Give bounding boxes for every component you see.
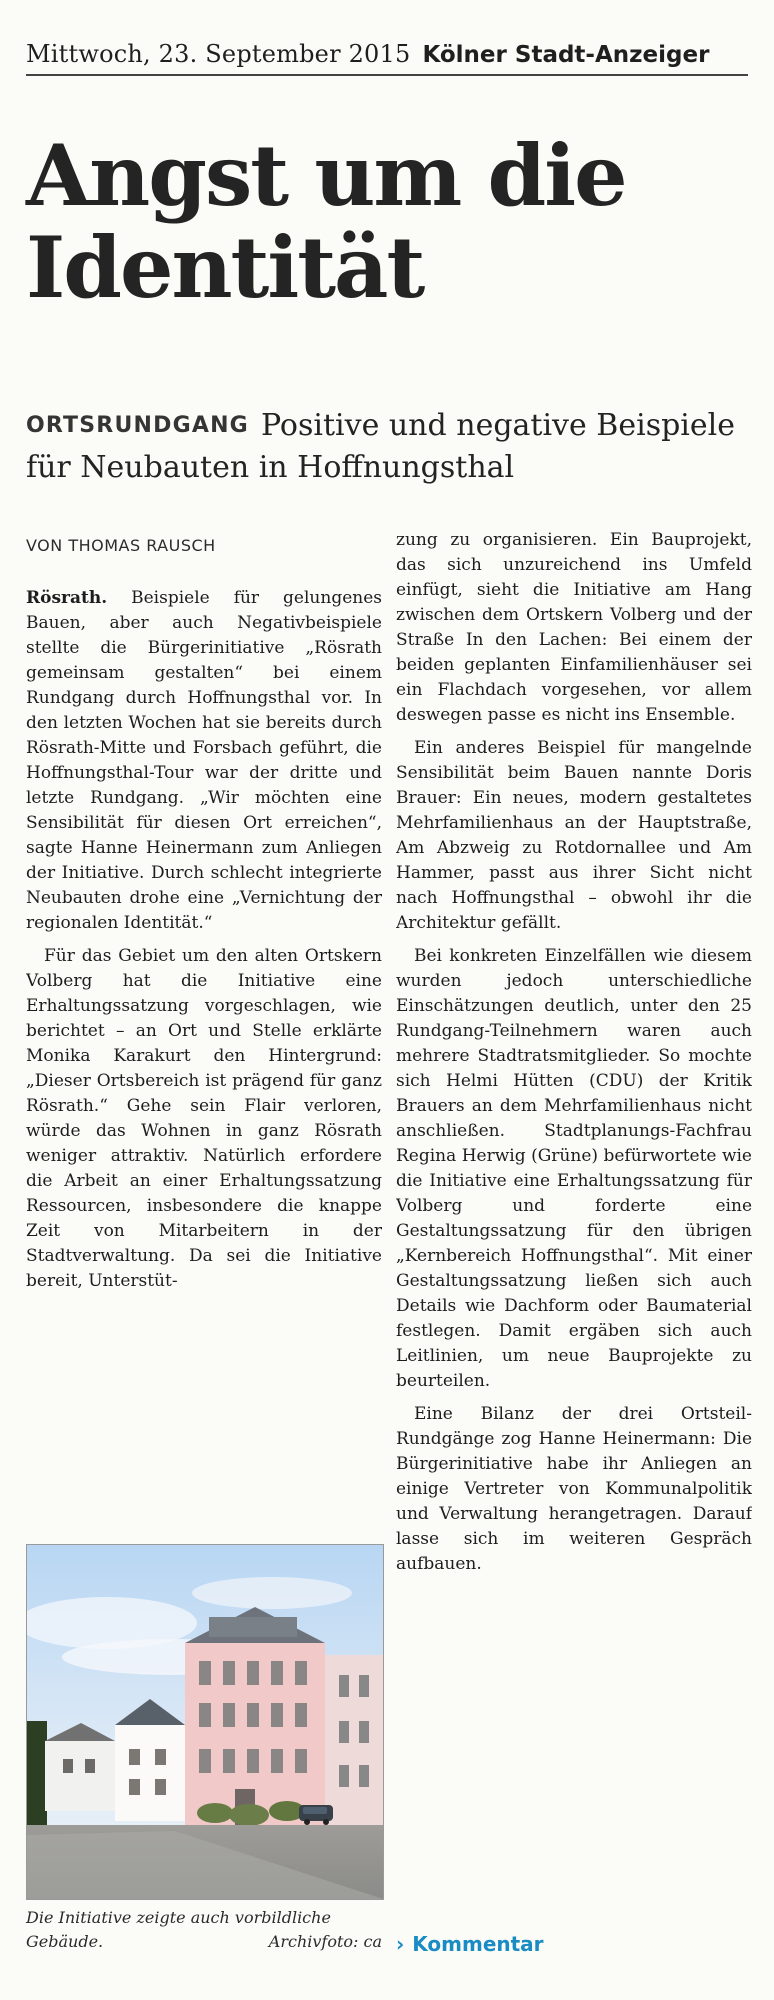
comment-link[interactable]	[396, 1932, 544, 1956]
article-subhead	[26, 405, 746, 489]
comment-link-label: Kommentar	[412, 1932, 544, 1956]
article-column-left	[26, 586, 382, 1500]
page-header	[26, 28, 748, 76]
subhead-text: Positive und negative Beispiele für Neubauten in Hoffnungsthal	[26, 408, 735, 485]
publication-date: Mittwoch, 23. September 2015	[26, 40, 411, 68]
chevron-right-icon: ›	[396, 1932, 405, 1956]
paragraph-1	[26, 586, 382, 936]
publication-name: Kölner Stadt-Anzeiger	[422, 42, 710, 68]
photo-caption	[26, 1906, 382, 1954]
article-byline: VON THOMAS RAUSCH	[26, 536, 216, 555]
paragraph-4: Ein anderes Beispiel für mangelnde Sensibilität beim Bauen nannte Doris Brauer: Ein neues, modern gestaltetes Mehrfamilienhaus an der Hauptstraße, Am Abzweig zu Rotdornallee und Am Hammer, passt aus ihrer Sicht nicht nach Hoffnungsthal – obwohl ihr die Architektur gefällt.	[396, 738, 752, 933]
dateline: Rösrath.	[26, 588, 108, 608]
article-photo	[26, 1544, 384, 1900]
paragraph-6: Eine Bilanz der drei Ortsteil-Rundgänge zog Hanne Heinermann: Die Bürgerinitiative habe ihr Anliegen an einige Vertreter von Kommunalpolitik und Verwaltung herangetragen. Darauf lasse sich im weiteren Gespräch aufbauen.	[396, 1404, 752, 1574]
article-column-right	[396, 528, 752, 1910]
article-headline: Angst um die Identität	[26, 126, 626, 317]
building-photo-illustration	[27, 1545, 383, 1899]
paragraph-5: Bei konkreten Einzelfällen wie diesem wurden jedoch unterschiedliche Einschätzungen deutlich, unter den 25 Rundgang-Teilnehmern waren auch mehrere Stadtratsmitglieder. So mochte sich Helmi Hütten (CDU) der Kritik Brauers an dem Mehrfamilienhaus nicht anschließen. Stadtplanungs-Fachfrau Regina Herwig (Grüne) befürwortete wie die Initiative eine Erhaltungssatzung für Volberg und forderte eine Gestaltungssatzung für den übrigen „Kernbereich Hoffnungsthal“. Mit einer Gestaltungssatzung ließen sich auch Details wie Dachform oder Baumaterial festlegen. Damit ergäben sich auch Leitlinien, um neue Bauprojekte zu beurteilen.	[396, 946, 752, 1391]
photo-credit: Archivfoto: ca	[268, 1932, 382, 1951]
article-kicker: ORTSRUNDGANG	[26, 413, 249, 438]
paragraph-3: zung zu organisieren. Ein Bauprojekt, das sich unzureichend ins Umfeld einfügt, sieht die Initiative am Hang zwischen dem Ortskern Volberg und der Straße In den Lachen: Bei einem der beiden geplanten Einfamilienhäuser sei ein Flachdach vorgesehen, vor allem deswegen passe es nicht ins Ensemble.	[396, 530, 752, 725]
paragraph-1-text: Beispiele für gelungenes Bauen, aber auch Negativbeispiele stellte die Bürgerinitiative „Rösrath gemeinsam gestalten“ bei einem Rundgang durch Hoffnungsthal vor. In den letzten Wochen hat sie bereits durch Rösrath-Mitte und Forsbach geführt, die Hoffnungsthal-Tour war der dritte und letzte Rundgang. „Wir möchten eine Sensibilität für diesen Ort erreichen“, sagte Hanne Heinermann zum Anliegen der Initiative. Durch schlecht integrierte Neubauten drohe eine „Vernichtung der regionalen Identität.“	[26, 588, 382, 933]
caption-text: Die Initiative zeigte auch vorbildliche Gebäude.	[26, 1908, 331, 1951]
paragraph-2: Für das Gebiet um den alten Ortskern Volberg hat die Initiative eine Erhaltungssatzung vorgeschlagen, wie berichtet – an Ort und Stelle erklärte Monika Karakurt den Hintergrund: „Dieser Ortsbereich ist prägend für ganz Rösrath.“ Gehe sein Flair verloren, würde das Wohnen in ganz Rösrath weniger attraktiv. Natürlich erfordere die Arbeit an einer Erhaltungssatzung Ressourcen, insbesondere die knappe Zeit von Mitarbeitern in der Stadtverwaltung. Da sei die Initiative bereit, Unterstüt-	[26, 946, 382, 1291]
